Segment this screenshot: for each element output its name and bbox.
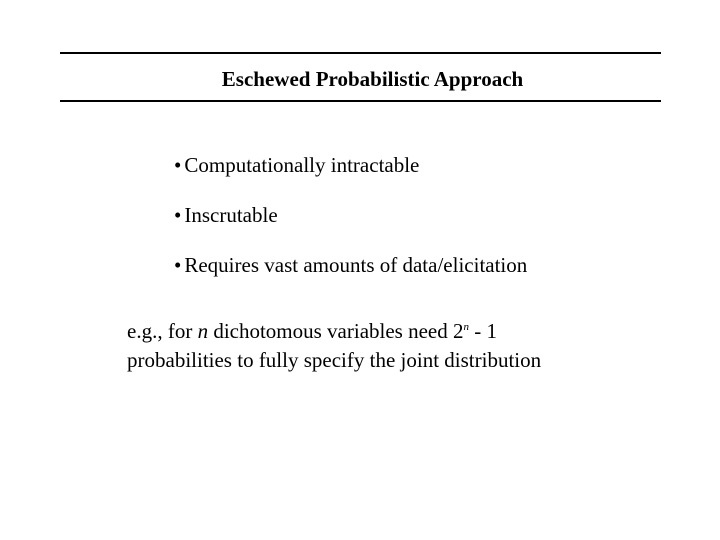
example-line-2: probabilities to fully specify the joint distribution (127, 348, 542, 372)
example-line-1 (127, 317, 541, 346)
bullet-icon: • (174, 203, 182, 227)
title-top-rule (60, 52, 661, 54)
example-note (127, 317, 541, 375)
bullet-list (174, 152, 527, 302)
bullet-icon: • (174, 153, 182, 177)
example-middle: dichotomous variables need 2 (208, 319, 464, 343)
bullet-text: Computationally intractable (184, 153, 420, 177)
example-exponent: n (463, 321, 469, 333)
example-variable: n (197, 319, 209, 343)
example-end: - 1 (469, 319, 497, 343)
slide-title: Eschewed Probabilistic Approach (221, 67, 524, 91)
bullet-icon: • (174, 253, 182, 277)
bullet-text: Inscrutable (184, 203, 278, 227)
bullet-item (174, 202, 527, 228)
example-prefix: e.g., for (127, 319, 198, 343)
bullet-item (174, 252, 527, 278)
title-bottom-rule (60, 100, 661, 102)
bullet-text: Requires vast amounts of data/elicitation (184, 253, 528, 277)
bullet-item (174, 152, 527, 178)
